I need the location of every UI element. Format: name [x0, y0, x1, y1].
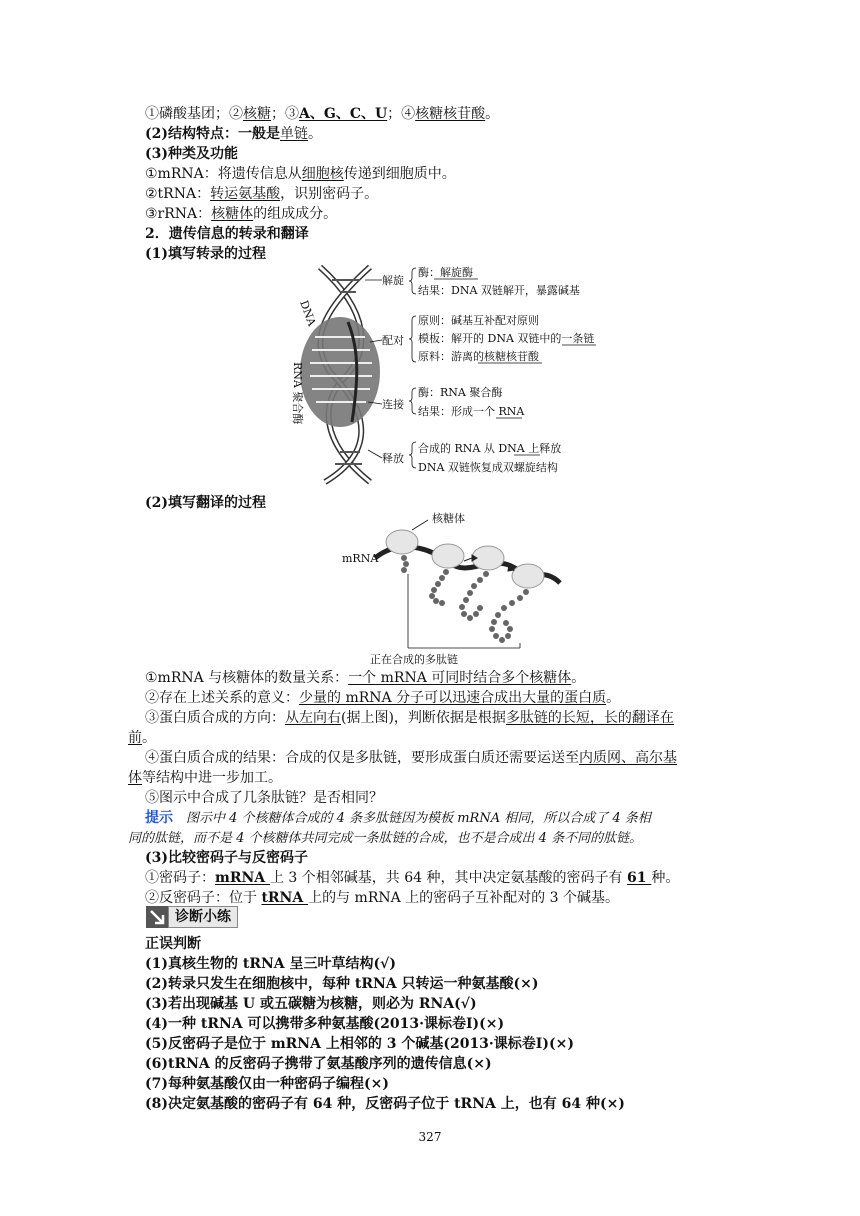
tip-line-2: 同的肽链，而不是 4 个核糖体共同完成一条肽链的合成，也不是合成出 4 条不同的肽链。 [128, 831, 643, 846]
transcription-figure [290, 262, 610, 487]
stage-unwind-result: 结果：DNA 双链解开，暴露碱基 [418, 284, 580, 297]
text-line-6: ③rRNA：核糖体的组成成分。 [145, 206, 338, 222]
stage-pairing-material: 原料：游离的核糖核苷酸 [418, 350, 539, 363]
true-false-item: (8)决定氨基酸的密码子有 64 种，反密码子位于 tRNA 上，也有 64 种(×) [145, 1096, 625, 1112]
true-false-item: (6)tRNA 的反密码子携带了氨基酸序列的遗传信息(×) [145, 1056, 492, 1072]
page-number: 327 [418, 1130, 442, 1144]
section-heading-2: 2．遗传信息的转录和翻译 [145, 226, 309, 242]
tip-line-1: 提示 图示中 4 个核糖体合成的 4 条多肽链因为模板 mRNA 相同，所以合成了 4 条相 [145, 810, 651, 826]
mrna-label: mRNA [342, 552, 379, 565]
subheading-translation: (2)填写翻译的过程 [145, 495, 266, 511]
stage-unwind-enzyme: 酶：解旋酶 [418, 266, 473, 279]
q-line-3: ③蛋白质合成的方向：从左向右(据上图)，判断依据是根据多肽链的长短，长的翻译在 [145, 710, 674, 726]
true-false-heading: 正误判断 [145, 936, 201, 952]
q-line-2: ②存在上述关系的意义：少量的 mRNA 分子可以迅速合成出大量的蛋白质。 [145, 690, 621, 706]
stage-linking: 连接 [382, 398, 404, 411]
q-line-7: ①密码子：mRNA 上 3 个相邻碱基，共 64 种，其中决定氨基酸的密码子有 61 种。 [145, 870, 680, 886]
true-false-item: (1)真核生物的 tRNA 呈三叶草结构(√) [145, 956, 396, 972]
text-line-2: (2)结构特点：一般是单链。 [145, 126, 322, 142]
tip-label: 提示 [145, 810, 173, 826]
stage-linking-result: 结果：形成一个 RNA [418, 405, 525, 418]
q-line-4-cont: 体等结构中进一步加工。 [128, 770, 282, 786]
stage-linking-enzyme: 酶：RNA 聚合酶 [418, 386, 503, 399]
true-false-item: (2)转录只发生在细胞核中，每种 tRNA 只转运一种氨基酸(×) [145, 976, 539, 992]
stage-release-line2: DNA 双链恢复成双螺旋结构 [418, 461, 558, 474]
q-line-6: (3)比较密码子与反密码子 [145, 850, 308, 866]
stage-pairing-rule: 原则：碱基互补配对原则 [418, 314, 539, 327]
stage-pairing-template: 模板：解开的 DNA 双链中的一条链 [418, 332, 595, 345]
ribosome-label: 核糖体 [432, 512, 465, 525]
stage-unwind: 解旋 [382, 274, 404, 287]
q-line-3-cont: 前。 [128, 730, 156, 746]
true-false-item: (5)反密码子是位于 mRNA 上相邻的 3 个碱基(2013·课标卷Ⅰ)(×) [145, 1036, 574, 1052]
true-false-item: (4)一种 tRNA 可以携带多种氨基酸(2013·课标卷Ⅰ)(×) [145, 1016, 505, 1032]
diagnosis-badge-label: 诊断小练 [168, 906, 238, 928]
q-line-1: ①mRNA 与核糖体的数量关系：一个 mRNA 可同时结合多个核糖体。 [145, 670, 586, 686]
text-line-5: ②tRNA：转运氨基酸，识别密码子。 [145, 186, 379, 202]
stage-release-line1: 合成的 RNA 从 DNA 上释放 [418, 442, 562, 455]
q-line-5: ⑤图示中合成了几条肽链？是否相同？ [145, 790, 383, 806]
text-line-3: (3)种类及功能 [145, 146, 238, 162]
arrow-icon [146, 906, 168, 928]
diagnosis-badge [146, 906, 238, 928]
rna-polymerase-side-label: RNA 聚合酶 [291, 362, 304, 425]
true-false-item: (7)每种氨基酸仅由一种密码子编程(×) [145, 1076, 389, 1092]
dna-side-label: DNA [297, 298, 319, 328]
translation-figure [340, 508, 570, 668]
text-line-4: ①mRNA：将遗传信息从细胞核传递到细胞质中。 [145, 166, 456, 182]
text-line-1: ①磷酸基团；②核糖；③A、G、C、U；④核糖核苷酸。 [145, 106, 500, 122]
stage-pairing: 配对 [382, 334, 404, 347]
q-line-4: ④蛋白质合成的结果：合成的仅是多肽链，要形成蛋白质还需要运送至内质网、高尔基 [145, 750, 677, 766]
true-false-item: (3)若出现碱基 U 或五碳糖为核糖，则必为 RNA(√) [145, 996, 477, 1012]
q-line-8: ②反密码子：位于 tRNA 上的与 mRNA 上的密码子互补配对的 3 个碱基。 [145, 890, 619, 906]
peptide-label: 正在合成的多肽链 [370, 653, 458, 666]
stage-release: 释放 [382, 452, 404, 465]
subheading-transcription: (1)填写转录的过程 [145, 246, 266, 262]
